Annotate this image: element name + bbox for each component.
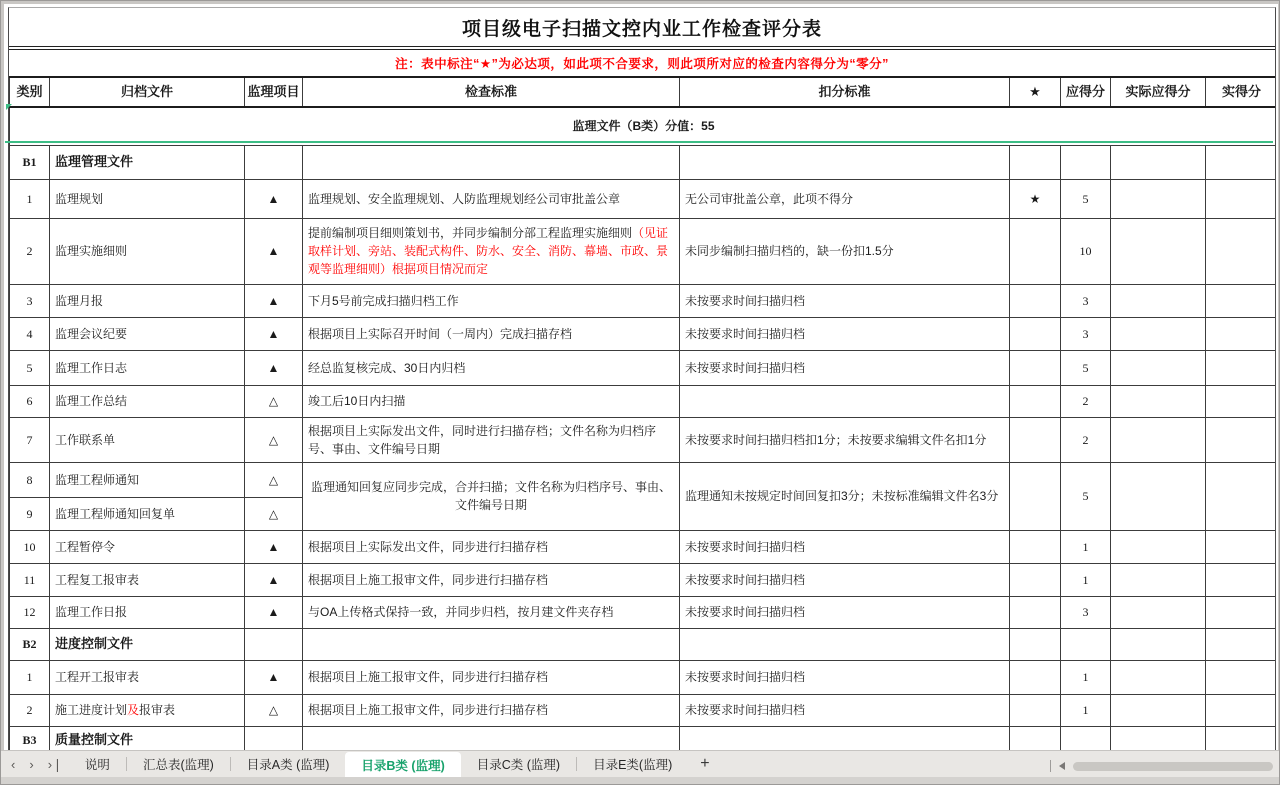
cell-actual-due-score[interactable] [1111,317,1206,350]
cell-archive-doc[interactable]: 工作联系单 [50,417,245,462]
cell-project-mark[interactable]: △ [245,497,303,530]
cell-deduction[interactable]: 未按要求时间扫描归档 [680,284,1010,317]
cell-project-mark[interactable]: ▲ [245,350,303,385]
col-header-actual-due-score[interactable]: 实际应得分 [1111,77,1206,107]
cell-archive-doc[interactable]: 监理工程师通知回复单 [50,497,245,530]
cell-check-standard[interactable]: 根据项目上实际发出文件，同步进行扫描存档 [303,530,680,563]
cell-actual-score[interactable] [1206,694,1277,726]
cell-row-number[interactable]: 11 [10,563,50,596]
cell-star[interactable] [1010,694,1061,726]
cell-archive-doc[interactable]: 监理实施细则 [50,218,245,284]
cell-archive-doc[interactable]: 监理管理文件 [50,145,245,179]
cell-due-score[interactable]: 5 [1061,462,1111,530]
cell-actual-due-score[interactable] [1111,726,1206,750]
cell-project-mark[interactable]: ▲ [245,660,303,694]
cell-archive-doc[interactable]: 监理会议纪要 [50,317,245,350]
standard-text: 提前编制项目细则策划书，并同步编制分部工程监理实施细则 [308,226,633,240]
cell-archive-doc[interactable]: 监理规划 [50,179,245,218]
cell-project-mark[interactable]: ▲ [245,284,303,317]
cell-star[interactable] [1010,350,1061,385]
cell-check-standard[interactable] [303,726,680,750]
cell-actual-due-score[interactable] [1111,628,1206,660]
scroll-left-icon[interactable] [1059,762,1065,770]
cell-actual-due-score[interactable] [1111,145,1206,179]
cell-archive-doc[interactable] [50,694,245,726]
cell-archive-doc[interactable]: 监理工作日志 [50,350,245,385]
cell-check-standard[interactable]: 监理规划、安全监理规划、人防监理规划经公司审批盖公章 [303,179,680,218]
cell-check-standard[interactable] [303,218,680,284]
score-table [9,76,1276,750]
cell-due-score[interactable]: 2 [1061,417,1111,462]
sheet-tab-bar [1,750,1280,777]
horizontal-scrollbar [1050,760,1273,772]
cell-actual-due-score[interactable] [1111,218,1206,284]
table-row [10,284,1277,317]
cell-due-score[interactable] [1061,726,1111,750]
cell-actual-score[interactable] [1206,284,1277,317]
col-header-project[interactable]: 监理项目 [245,77,303,107]
col-header-star[interactable]: ★ [1010,77,1061,107]
cell-actual-due-score[interactable] [1111,179,1206,218]
cell-check-standard[interactable]: 下月5号前完成扫描归档工作 [303,284,680,317]
table-row [10,145,1277,179]
sheet-canvas [4,4,1278,753]
cell-row-number[interactable]: 1 [10,179,50,218]
selection-corner-mark [6,104,12,110]
mandatory-note: 注：表中标注“★”为必达项，如此项不合要求，则此项所对应的检查内容得分为“零分” [395,57,889,71]
title-row[interactable] [9,8,1275,46]
cell-deduction[interactable]: 监理通知未按规定时间回复扣3分；未按标准编辑文件名3分 [680,462,1010,530]
table-row [10,385,1277,417]
cell-due-score[interactable]: 5 [1061,179,1111,218]
cell-star[interactable] [1010,628,1061,660]
cell-star[interactable] [1010,284,1061,317]
cell-deduction[interactable]: 未按要求时间扫描归档 [680,660,1010,694]
cell-due-score[interactable]: 3 [1061,596,1111,628]
cell-actual-due-score[interactable] [1111,530,1206,563]
cell-archive-doc[interactable]: 监理工程师通知 [50,462,245,497]
table-row [10,417,1277,462]
cell-star[interactable] [1010,145,1061,179]
cell-due-score[interactable]: 1 [1061,660,1111,694]
col-header-actual-score[interactable]: 实得分 [1206,77,1277,107]
col-header-doc[interactable]: 归档文件 [50,77,245,107]
cell-due-score[interactable]: 2 [1061,385,1111,417]
header-row [10,77,1277,107]
table-row [10,563,1277,596]
cell-row-number[interactable]: 2 [10,218,50,284]
table-row [10,530,1277,563]
col-header-category[interactable]: 类别 [10,77,50,107]
table-row [10,726,1277,750]
cell-due-score[interactable]: 5 [1061,350,1111,385]
cell-actual-due-score[interactable] [1111,462,1206,530]
doc-text: 施工进度计划 [55,703,128,717]
cell-row-number[interactable]: 5 [10,350,50,385]
cell-actual-score[interactable] [1206,596,1277,628]
cell-actual-due-score[interactable] [1111,563,1206,596]
doc-text-red: 及 [127,703,140,717]
col-header-due-score[interactable]: 应得分 [1061,77,1111,107]
scrollbar-thumb[interactable] [1073,762,1273,771]
cell-check-standard[interactable]: 经总监复核完成、30日内归档 [303,350,680,385]
cell-check-standard[interactable]: 根据项目上实际发出文件，同时进行扫描存档；文件名称为归档序号、事由、文件编号日期 [303,417,680,462]
cell-star[interactable] [1010,462,1061,530]
cell-actual-score[interactable] [1206,660,1277,694]
cell-actual-due-score[interactable] [1111,660,1206,694]
cell-deduction[interactable] [680,726,1010,750]
cell-project-mark[interactable]: △ [245,385,303,417]
next-sheet-icon[interactable]: › [29,756,34,772]
table-row [10,660,1277,694]
cell-actual-due-score[interactable] [1111,350,1206,385]
cell-row-number[interactable]: 7 [10,417,50,462]
cell-archive-doc[interactable]: 工程复工报审表 [50,563,245,596]
sheet-tab-mulu-e[interactable]: 目录E类(监理) [593,758,673,772]
cell-actual-score[interactable] [1206,350,1277,385]
cell-deduction[interactable] [680,385,1010,417]
cell-star[interactable] [1010,660,1061,694]
note-row[interactable] [9,50,1275,76]
cell-check-standard[interactable]: 根据项目上施工报审文件，同步进行扫描存档 [303,694,680,726]
cell-check-standard[interactable]: 与OA上传格式保持一致，并同步归档，按月建文件夹存档 [303,596,680,628]
cell-deduction[interactable]: 未按要求时间扫描归档 [680,694,1010,726]
cell-check-standard[interactable] [303,628,680,660]
cell-actual-score[interactable] [1206,179,1277,218]
sheet-tab-shuoming[interactable]: 说明 [84,758,110,772]
sheet-tab-mulu-c[interactable]: 目录C类 (监理) [476,758,561,772]
table-row [10,218,1277,284]
cell-check-standard[interactable]: 竣工后10日内扫描 [303,385,680,417]
cell-row-number[interactable]: 9 [10,497,50,530]
cell-archive-doc[interactable]: 监理工作日报 [50,596,245,628]
section-title[interactable]: 监理文件（B类）分值：55 [10,107,1277,145]
selection-top-border [5,141,1273,143]
cell-due-score[interactable]: 1 [1061,563,1111,596]
cell-actual-score[interactable] [1206,462,1277,530]
cell-due-score[interactable]: 1 [1061,694,1111,726]
cell-project-mark[interactable]: ▲ [245,317,303,350]
cell-check-standard[interactable]: 根据项目上实际召开时间（一周内）完成扫描存档 [303,317,680,350]
cell-row-number[interactable]: 4 [10,317,50,350]
cell-actual-due-score[interactable] [1111,284,1206,317]
cell-project-mark[interactable]: △ [245,694,303,726]
cell-check-standard[interactable]: 根据项目上施工报审文件，同步进行扫描存档 [303,563,680,596]
cell-star[interactable]: ★ [1010,179,1061,218]
cell-actual-score[interactable] [1206,218,1277,284]
cell-actual-due-score[interactable] [1111,417,1206,462]
cell-row-number[interactable]: 12 [10,596,50,628]
cell-archive-doc[interactable]: 工程暂停令 [50,530,245,563]
table-row [10,628,1277,660]
cell-row-number[interactable]: 1 [10,660,50,694]
cell-due-score[interactable] [1061,145,1111,179]
cell-row-number[interactable]: B1 [10,145,50,179]
cell-row-number[interactable]: 3 [10,284,50,317]
table-row [10,596,1277,628]
cell-row-number[interactable]: B3 [10,726,50,750]
sheet-tab-mulu-b-active[interactable]: 目录B类 (监理) [345,752,460,777]
cell-actual-score[interactable] [1206,726,1277,750]
col-header-deduction[interactable]: 扣分标准 [680,77,1010,107]
cell-actual-score[interactable] [1206,145,1277,179]
cell-deduction[interactable]: 未按要求时间扫描归档扣1分；未按要求编辑文件名扣1分 [680,417,1010,462]
cell-project-mark[interactable]: △ [245,417,303,462]
add-sheet-button[interactable]: + [700,755,710,772]
cell-project-mark[interactable]: ▲ [245,218,303,284]
cell-row-number[interactable]: 8 [10,462,50,497]
cell-project-mark[interactable] [245,726,303,750]
cell-star[interactable] [1010,317,1061,350]
cell-check-standard[interactable] [303,145,680,179]
cell-deduction[interactable]: 未同步编制扫描归档的，缺一份扣1.5分 [680,218,1010,284]
sheet-tab-mulu-a[interactable]: 目录A类 (监理) [246,758,330,772]
cell-actual-score[interactable] [1206,385,1277,417]
section-row [10,107,1277,145]
cell-due-score[interactable] [1061,628,1111,660]
table-row [10,350,1277,385]
cell-due-score[interactable]: 3 [1061,284,1111,317]
cell-deduction[interactable]: 未按要求时间扫描归档 [680,563,1010,596]
tab-navigation [1,751,69,777]
table-row [10,317,1277,350]
page-title: 项目级电子扫描文控内业工作检查评分表 [461,18,822,40]
doc-text-tail: 报审表 [139,703,176,717]
cell-deduction[interactable]: 未按要求时间扫描归档 [680,350,1010,385]
cell-actual-score[interactable] [1206,563,1277,596]
cell-deduction[interactable] [680,145,1010,179]
cell-actual-score[interactable] [1206,530,1277,563]
standard-text-red: （见证取样计划、旁站、装配式构件、防水、安全、消防、幕墙、市政、景观等监理细则）根据项目情况而定 [308,226,669,276]
cell-star[interactable] [1010,596,1061,628]
cell-actual-score[interactable] [1206,628,1277,660]
table-row [10,694,1277,726]
cell-due-score[interactable]: 1 [1061,530,1111,563]
cell-archive-doc[interactable]: 进度控制文件 [50,628,245,660]
cell-check-standard[interactable]: 根据项目上施工报审文件，同步进行扫描存档 [303,660,680,694]
cell-deduction[interactable]: 无公司审批盖公章，此项不得分 [680,179,1010,218]
cell-project-mark[interactable]: △ [245,462,303,497]
cell-actual-due-score[interactable] [1111,385,1206,417]
cell-deduction[interactable]: 未按要求时间扫描归档 [680,530,1010,563]
cell-star[interactable] [1010,218,1061,284]
cell-deduction[interactable] [680,628,1010,660]
col-header-standard[interactable]: 检查标准 [303,77,680,107]
cell-row-number[interactable]: 6 [10,385,50,417]
table-row [10,462,1277,497]
cell-row-number[interactable]: 2 [10,694,50,726]
cell-actual-score[interactable] [1206,417,1277,462]
cell-check-standard[interactable]: 监理通知回复应同步完成，合并扫描；文件名称为归档序号、事由、文件编号日期 [303,462,680,530]
cell-row-number[interactable]: B2 [10,628,50,660]
cell-project-mark[interactable]: ▲ [245,179,303,218]
table-row [10,179,1277,218]
window-bottom-edge [1,777,1280,784]
cell-project-mark[interactable]: ▲ [245,596,303,628]
sheet-tab-huizongbiao[interactable]: 汇总表(监理) [142,758,214,772]
cell-project-mark[interactable] [245,145,303,179]
first-sheet-icon[interactable]: ‹ [11,756,16,772]
cell-project-mark[interactable] [245,628,303,660]
cell-archive-doc[interactable]: 工程开工报审表 [50,660,245,694]
cell-project-mark[interactable]: ▲ [245,530,303,563]
cell-star[interactable] [1010,385,1061,417]
cell-archive-doc[interactable]: 监理工作总结 [50,385,245,417]
cell-actual-due-score[interactable] [1111,596,1206,628]
cell-project-mark[interactable]: ▲ [245,563,303,596]
cell-star[interactable] [1010,417,1061,462]
cell-actual-score[interactable] [1206,317,1277,350]
cell-deduction[interactable]: 未按要求时间扫描归档 [680,596,1010,628]
cell-row-number[interactable]: 10 [10,530,50,563]
cell-star[interactable] [1010,563,1061,596]
cell-due-score[interactable]: 10 [1061,218,1111,284]
cell-star[interactable] [1010,726,1061,750]
scrollbar-divider [1050,760,1051,772]
cell-deduction[interactable]: 未按要求时间扫描归档 [680,317,1010,350]
sheet-content [8,7,1276,750]
cell-archive-doc[interactable]: 质量控制文件 [50,726,245,750]
cell-star[interactable] [1010,530,1061,563]
cell-archive-doc[interactable]: 监理月报 [50,284,245,317]
last-sheet-icon[interactable]: ›❘ [47,756,63,772]
cell-due-score[interactable]: 3 [1061,317,1111,350]
cell-actual-due-score[interactable] [1111,694,1206,726]
